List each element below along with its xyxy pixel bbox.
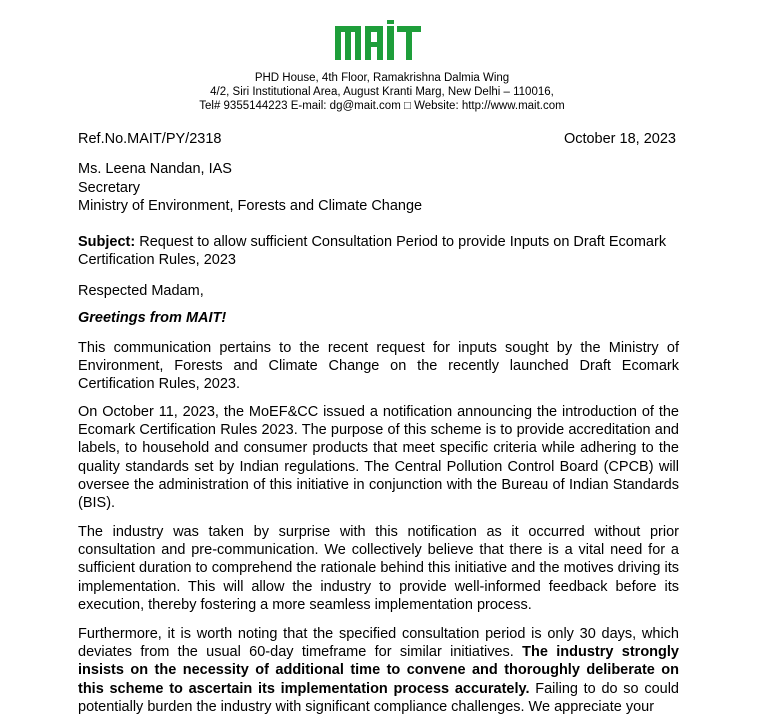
addressee-name: Ms. Leena Nandan, IAS — [78, 161, 232, 177]
subject-text: Request to allow sufficient Consultation Period to provide Inputs on Draft Ecomark Certification Rules, 2023 — [78, 234, 667, 269]
address-line-1: PHD House, 4th Floor, Ramakrishna Dalmia Wing — [254, 72, 510, 84]
mait-logo — [333, 20, 423, 62]
paragraph-4 — [78, 625, 679, 716]
letterhead-address — [0, 71, 764, 113]
paragraph-4-end: Failing to do so could potentially burden the industry with significant compliance challenges. We appreciate your — [78, 680, 679, 715]
greeting: Greetings from MAIT! — [78, 310, 227, 326]
address-line-3: Tel# 9355144223 E-mail: dg@mait.com □ Website: http://www.mait.com — [199, 100, 565, 112]
paragraph-3: The industry was taken by surprise with this notification as it occurred without prior consultation and pre-communication. We collectively believe that there is a vital need for a sufficient duration to comprehend the rationale behind this initiative and the motives driving its implementation. This will allow the industry to provide well-informed feedback before its execution, thereby fostering a more seamless implementation process. — [78, 524, 679, 613]
addressee-block — [78, 160, 422, 216]
paragraph-1: This communication pertains to the recent request for inputs sought by the Ministry of Environment, Forests and Climate Change on the recently launched Draft Ecomark Certification Rules, 2023. — [78, 340, 679, 393]
paragraph-2: On October 11, 2023, the MoEF&CC issued a notification announcing the introduction of the Ecomark Certification Rules 2023. The purpose of this scheme is to provide accreditation and labels, to household and consumer products that meet specific criteria while adhering to the quality standards set by Indian regulations. The Central Pollution Control Board (CPCB) will oversee the administration of this initiative in conjunction with the Bureau of Indian Standards (BIS). — [78, 404, 679, 512]
addressee-ministry: Ministry of Environment, Forests and Climate Change — [78, 198, 423, 214]
subject-label: Subject: — [78, 234, 136, 250]
paragraph-4-emphasis: The industry strongly insists on the necessity of additional time to convene and thoroughly deliberate on this scheme to ascertain its implementation process accurately. — [78, 644, 679, 697]
reference-number: Ref.No.MAIT/PY/2318 — [78, 131, 222, 147]
addressee-title: Secretary — [78, 179, 141, 196]
address-line-2: 4/2, Siri Institutional Area, August Kranti Marg, New Delhi – 110016, — [210, 86, 554, 98]
paragraph-4-start: Furthermore, it is worth noting that the specified consultation period is only 30 days, which deviates from the usual 60-day timeframe for similar initiatives. — [78, 626, 679, 661]
letter-date: October 18, 2023 — [563, 131, 676, 147]
salutation: Respected Madam, — [78, 283, 204, 299]
subject-line — [78, 233, 679, 269]
